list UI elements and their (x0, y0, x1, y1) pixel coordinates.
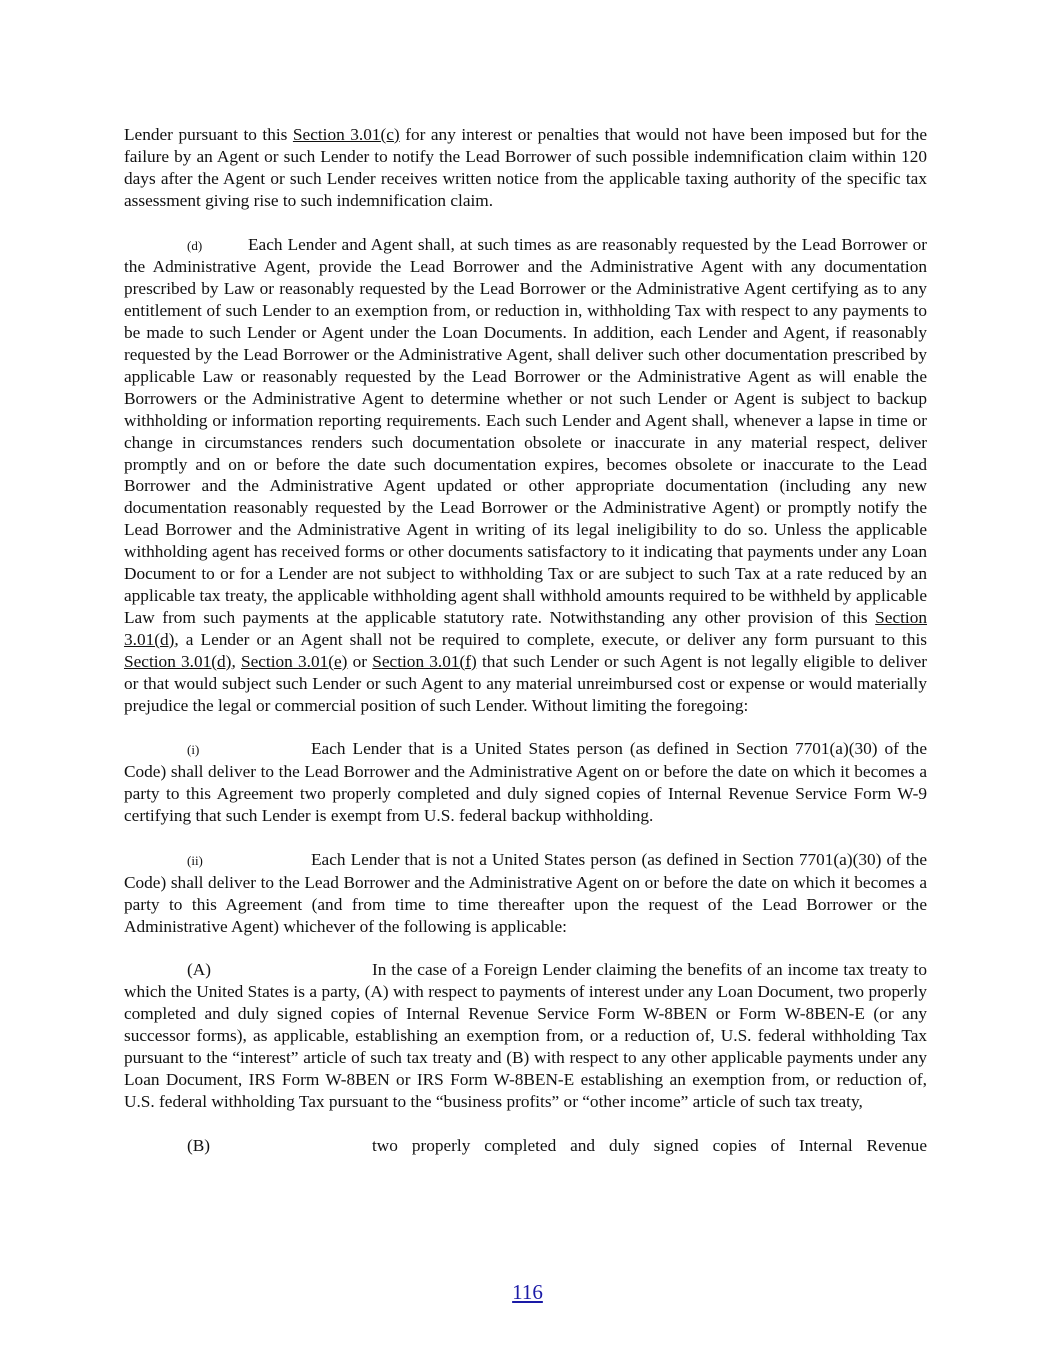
paragraph-i: (i) Each Lender that is a United States person (as defined in Section 7701(a)(30) of the Code) shall deliver to the Lead Borrower and the Administrative Agent on or before the date on which it becomes a party to this Agreement two properly completed and duly signed copies of Internal Revenue Service Form W-9 certifying that such Lender is exempt from U.S. federal backup withholding. (124, 739, 927, 826)
section-link-3-01-e[interactable]: Section 3.01(e) (240, 651, 348, 671)
section-link-3-01-d[interactable]: Section 3.01(d) (124, 651, 232, 671)
paragraph-d: (d) Each Lender and Agent shall, at such times as are reasonably requested by the Lead Borrower or the Administrative Agent, provide the Lead Borrower and the Administrative Agent with any documentation prescribed by Law or reasonably requested by the Lead Borrower or the Administrative Agent certifying as to any entitlement of such Lender to an exemption from, or reduction in, withholding Tax with respect to any payments to be made to such Lender or Agent under the Loan Documents. In addition, each Lender and Agent, if reasonably requested by the Lead Borrower or the Administrative Agent, shall deliver such other documentation prescribed by applicable Law or reasonably requested by the Lead Borrower or the Administrative Agent as will enable the Borrowers or the Administrative Agent to determine whether or not such Lender or Agent is subject to backup withholding or information reporting requirements. Each such Lender and Agent shall, whenever a lapse in time or change in circumstances renders such documentation obsolete or inaccurate in any material respect, deliver promptly and on or before the date such documentation expires, becomes obsolete or inaccurate to the Lead Borrower and the Administrative Agent updated or other appropriate documentation (including any new documentation reasonably requested by the Lead Borrower or the Administrative Agent) or promptly notify the Lead Borrower and the Administrative Agent in writing of its legal ineligibility to do so. Unless the applicable withholding agent has received forms or other documents satisfactory to it indicating that payments under any Loan Document to or for a Lender are not subject to withholding Tax or are subject to such Tax at a rate reduced by an applicable tax treaty, the applicable withholding agent shall withhold amounts required to be withheld by applicable Law from such payments at the applicable statutory rate. Notwithstanding any other provision of this Section 3.01(d), a Lender or an Agent shall not be required to complete, execute, or deliver any form pursuant to this Section 3.01(d), Section 3.01(e) or Section 3.01(f) that such Lender or such Agent is not legally eligible to deliver or that would subject such Lender or such Agent to any material unreimbursed cost or expense or would materially prejudice the legal or commercial position of such Lender. Without limiting the foregoing: (124, 234, 927, 715)
paragraph-label-d: (d) (187, 237, 203, 253)
section-link-3-01-c[interactable]: Section 3.01(c) (292, 125, 400, 144)
page-number[interactable]: 116 (512, 1280, 543, 1304)
paragraph-label-A: (A) (187, 960, 211, 980)
document-page (124, 124, 927, 1157)
paragraph-A: (A) In the case of a Foreign Lender claiming the benefits of an income tax treaty to which the United States is a party, (A) with respect to payments of interest under any Loan Document, two properly completed and duly signed copies of Internal Revenue Service Form W-8BEN or Form W-8BEN-E (or any successor forms), as applicable, establishing an exemption from, or a reduction of, U.S. federal withholding Tax pursuant to the “interest” article of such tax treaty and (B) with respect to any other applicable payments under any Loan Document, IRS Form W-8BEN or IRS Form W-8BEN-E establishing an exemption from, or reduction of, U.S. federal withholding Tax pursuant to the “business profits” or “other income” article of such tax treaty, (124, 960, 927, 1111)
section-link-3-01-f[interactable]: Section 3.01(f) (372, 651, 477, 671)
paragraph-label-ii: (ii) (187, 852, 203, 868)
paragraph-c-continuation: Lender pursuant to this Section 3.01(c) for any interest or penalties that would not have been imposed but for the failure by an Agent or such Lender to notify the Lead Borrower of such possible indemnification claim within 120 days after the Agent or such Lender receives written notice from the applicable taxing authority of the specific tax assessment giving rise to such indemnification claim. (124, 125, 928, 210)
paragraph-B: (B) two properly completed and duly signed copies of Internal Revenue (124, 1135, 927, 1157)
paragraph-label-i: (i) (187, 742, 200, 758)
section-link-3-01-d[interactable]: Section 3.01(d) (124, 607, 927, 649)
paragraph-ii: (ii) Each Lender that is not a United States person (as defined in Section 7701(a)(30) of the Code) shall deliver to the Lead Borrower and the Administrative Agent on or before the date on which it becomes a party to this Agreement (and from time to time thereafter upon the request of the Lead Borrower or the Administrative Agent) whichever of the following is applicable: (124, 849, 927, 936)
paragraph-label-B: (B) (187, 1135, 211, 1155)
